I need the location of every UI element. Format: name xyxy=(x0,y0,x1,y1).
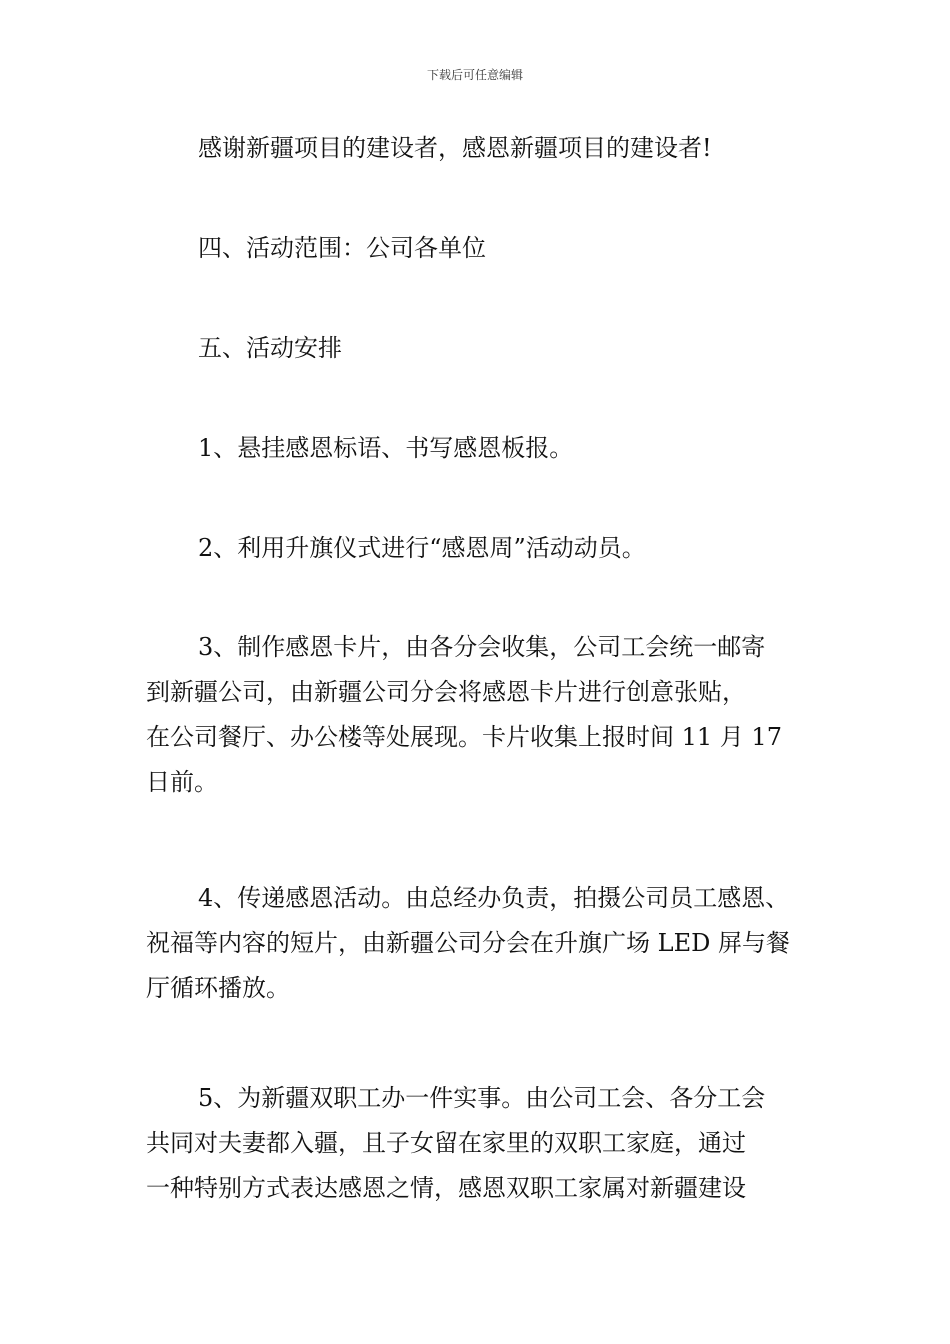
paragraph-line: 3、制作感恩卡片，由各分会收集，公司工会统一邮寄 xyxy=(198,633,766,661)
paragraph-line: 五、活动安排 xyxy=(198,334,342,362)
paragraph-line: 四、活动范围：公司各单位 xyxy=(198,234,486,262)
paragraph-line: 2、利用升旗仪式进行“感恩周”活动动员。 xyxy=(198,534,646,562)
page-header: 下载后可任意编辑 xyxy=(426,68,523,82)
paragraph-item-3 xyxy=(146,625,818,805)
paragraph-item-5 xyxy=(146,1076,818,1211)
paragraph-line: 4、传递感恩活动。由总经办负责，拍摄公司员工感恩、 xyxy=(198,884,790,912)
paragraph-item-2 xyxy=(146,526,818,571)
paragraph-line: 共同对夫妻都入疆，且子女留在家里的双职工家庭，通过 xyxy=(146,1129,746,1157)
paragraph-scope xyxy=(146,226,818,271)
paragraph-line: 日前。 xyxy=(146,768,218,796)
paragraph-line: 厅循环播放。 xyxy=(146,974,290,1002)
paragraph-line: 祝福等内容的短片，由新疆公司分会在升旗广场 LED 屏与餐 xyxy=(146,929,790,957)
paragraph-thanks xyxy=(146,126,818,171)
paragraph-arrangement-heading xyxy=(146,326,818,371)
paragraph-line: 在公司餐厅、办公楼等处展现。卡片收集上报时间 11 月 17 xyxy=(146,723,782,751)
paragraph-line: 5、为新疆双职工办一件实事。由公司工会、各分工会 xyxy=(198,1084,766,1112)
paragraph-line: 一种特别方式表达感恩之情，感恩双职工家属对新疆建设 xyxy=(146,1174,746,1202)
paragraph-line: 到新疆公司，由新疆公司分会将感恩卡片进行创意张贴， xyxy=(146,678,746,706)
paragraph-item-1 xyxy=(146,426,818,471)
paragraph-line: 感谢新疆项目的建设者，感恩新疆项目的建设者! xyxy=(198,134,712,162)
paragraph-line: 1、悬挂感恩标语、书写感恩板报。 xyxy=(198,434,574,462)
paragraph-item-4 xyxy=(146,876,818,1011)
